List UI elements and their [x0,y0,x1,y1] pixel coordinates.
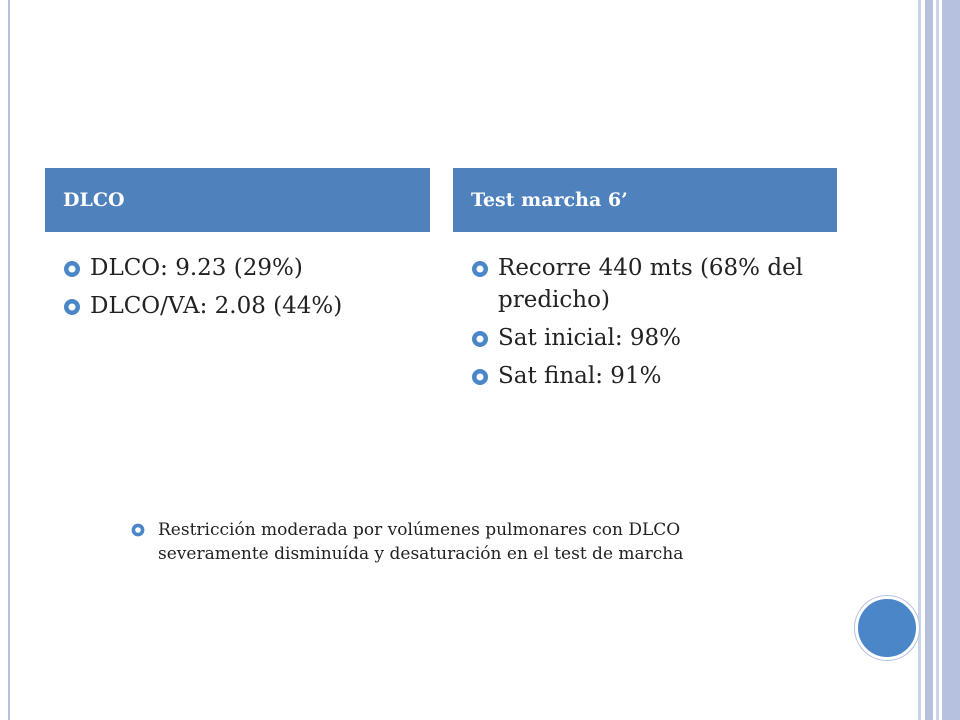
circle-decoration-icon [855,596,919,660]
list-item-text: DLCO/VA: 2.08 (44%) [90,293,343,319]
flower-bullet-icon [470,329,490,349]
right-stripe [942,0,960,720]
list-item-text: Sat final: 91% [498,363,662,389]
list-item-text: Recorre 440 mts (68% del predicho) [498,255,804,313]
flower-bullet-icon [62,297,82,317]
conclusion-note [130,518,770,566]
list-item-text: DLCO: 9.23 (29%) [90,255,303,281]
test-marcha-header: Test marcha 6’ [453,168,837,232]
list-item [130,518,770,566]
test-marcha-list [470,252,840,398]
flower-bullet-icon [470,259,490,279]
list-item [470,322,840,354]
list-item [470,252,840,316]
note-text: Restricción moderada por volúmenes pulmonares con DLCO severamente disminuída y desaturación en el test de marcha [158,520,684,564]
dlco-list [62,252,432,328]
list-item [62,290,432,322]
list-item-text: Sat inicial: 98% [498,325,682,351]
dlco-header: DLCO [45,168,430,232]
right-stripe [925,0,933,720]
right-stripe [918,0,921,720]
list-item [62,252,432,284]
list-item [470,360,840,392]
flower-bullet-icon [470,367,490,387]
flower-bullet-icon [62,259,82,279]
right-stripe [936,0,939,720]
flower-bullet-icon [130,522,146,538]
left-frame-line [8,0,10,720]
